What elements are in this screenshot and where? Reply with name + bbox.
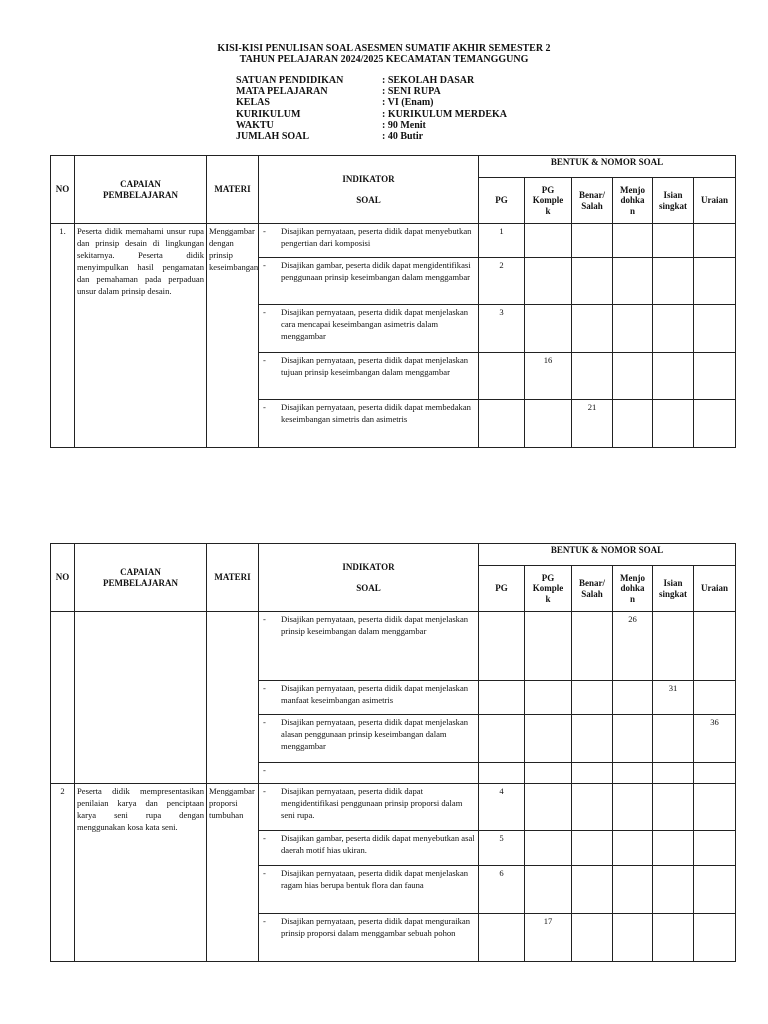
capaian-pembelajaran: Peserta didik memahami unsur rupa dan prinsip desain di lingkungan sekitarnya. Peserta didik menyimpulkan hasil pengamatan dan pemahaman pada perpaduan unsur dalam prinsip desain. [75, 224, 207, 448]
header-isian-singkat: Isian singkat [653, 566, 694, 612]
cell-pg-kompleks: 16 [525, 353, 572, 400]
capaian-pembelajaran: Peserta didik mempresentasikan penilaian karya dan penciptaan karya seni rupa dengan menggunakan kosa kata seni. [75, 784, 207, 962]
cell-benar-salah [572, 353, 613, 400]
cell-pg: 6 [479, 866, 525, 914]
cell-benar-salah [572, 305, 613, 353]
cell-pg [479, 914, 525, 962]
cell-benar-salah [572, 681, 613, 715]
header-uraian: Uraian [694, 566, 736, 612]
row-number: 2 [51, 784, 75, 962]
doc-title: KISI-KISI PENULISAN SOAL ASESMEN SUMATIF AKHIR SEMESTER 2 [217, 43, 551, 54]
meta-value: : SENI RUPA [382, 86, 441, 98]
cell-pg: 2 [479, 258, 525, 305]
header-pg: PG [479, 566, 525, 612]
cell-isian: 31 [653, 681, 694, 715]
cell-menjodohkan: 26 [613, 612, 653, 681]
cell-pg [479, 681, 525, 715]
cell-isian [653, 866, 694, 914]
header-menjodohkan: Menjo dohka n [613, 566, 653, 612]
cell-menjodohkan [613, 258, 653, 305]
header-capaian: CAPAIAN PEMBELAJARAN [75, 156, 207, 224]
meta-label: SATUAN PENDIDIKAN [236, 75, 344, 86]
cell-pg [479, 715, 525, 763]
cell-isian [653, 258, 694, 305]
cell-menjodohkan [613, 224, 653, 258]
indikator-cell: - Disajikan pernyataan, peserta didik dapat menjelaskan prinsip keseimbangan dalam menggambar [259, 612, 479, 681]
cell-isian [653, 763, 694, 784]
cell-pg-kompleks [525, 400, 572, 448]
meta-row [236, 75, 507, 86]
cell-isian [653, 353, 694, 400]
meta-label: JUMLAH SOAL [236, 131, 310, 143]
cell-uraian [694, 784, 736, 831]
indikator-cell: - Disajikan pernyataan, peserta didik dapat menjelaskan alasan penggunaan prinsip keseimbangan dalam menggambar [259, 715, 479, 763]
cell-menjodohkan [613, 353, 653, 400]
cell-menjodohkan [613, 831, 653, 866]
meta-row [236, 86, 507, 97]
cell-benar-salah [572, 831, 613, 866]
meta-row [236, 131, 507, 142]
header-bentuk: BENTUK & NOMOR SOAL [479, 544, 736, 566]
header-materi: MATERI [207, 156, 259, 224]
header-no: NO [51, 156, 75, 224]
cell-uraian: 36 [694, 715, 736, 763]
cell-pg: 3 [479, 305, 525, 353]
cell-pg-kompleks [525, 305, 572, 353]
meta-value: : KURIKULUM MERDEKA [382, 108, 507, 120]
header-bentuk: BENTUK & NOMOR SOAL [479, 156, 736, 178]
indikator-cell: - Disajikan pernyataan, peserta didik dapat menjelaskan cara mencapai keseimbangan asimetris dalam menggambar [259, 305, 479, 353]
cell-isian [653, 784, 694, 831]
meta-label: KURIKULUM [236, 108, 301, 120]
kisi-table-2 [50, 543, 736, 962]
header-materi: MATERI [207, 544, 259, 612]
cell-isian [653, 400, 694, 448]
meta-label: WAKTU [236, 119, 274, 131]
cell-pg-kompleks [525, 612, 572, 681]
cell-uraian [694, 400, 736, 448]
meta-row [236, 97, 507, 108]
identity-block [236, 75, 507, 142]
cell-isian [653, 831, 694, 866]
indikator-cell: - Disajikan pernyataan, peserta didik dapat menjelaskan manfaat keseimbangan asimetris [259, 681, 479, 715]
meta-row [236, 109, 507, 120]
meta-label: KELAS [236, 97, 270, 109]
cell-uraian [694, 763, 736, 784]
doc-subtitle: TAHUN PELAJARAN 2024/2025 KECAMATAN TEMANGGUNG [239, 54, 529, 65]
cell-uraian [694, 866, 736, 914]
cell-pg [479, 400, 525, 448]
header-capaian: CAPAIAN PEMBELAJARAN [75, 544, 207, 612]
indikator-cell: - Disajikan gambar, peserta didik dapat mengidentifikasi penggunaan prinsip keseimbangan dalam menggambar [259, 258, 479, 305]
header-pg-kompleks: PG Komple k [525, 566, 572, 612]
cell-isian [653, 224, 694, 258]
meta-value: : VI (Enam) [382, 97, 434, 109]
materi-cell: Menggambar proporsi tumbuhan [207, 784, 259, 962]
indikator-cell: - Disajikan pernyataan, peserta didik dapat menjelaskan ragam hias berupa bentuk flora dan fauna [259, 866, 479, 914]
indikator-cell: - Disajikan pernyataan, peserta didik dapat menguraikan prinsip proporsi dalam menggambar sebuah pohon [259, 914, 479, 962]
cell-benar-salah [572, 866, 613, 914]
cell-pg-kompleks [525, 763, 572, 784]
cell-benar-salah [572, 612, 613, 681]
cell-pg-kompleks [525, 831, 572, 866]
capaian-pembelajaran [75, 612, 207, 784]
header-menjodohkan: Menjo dohka n [613, 178, 653, 224]
cell-menjodohkan [613, 784, 653, 831]
cell-menjodohkan [613, 305, 653, 353]
cell-pg: 5 [479, 831, 525, 866]
cell-benar-salah [572, 224, 613, 258]
header-pg-kompleks: PG Komple k [525, 178, 572, 224]
cell-benar-salah [572, 258, 613, 305]
indikator-cell: - Disajikan pernyataan, peserta didik dapat menyebutkan pengertian dari komposisi [259, 224, 479, 258]
kisi-table-1 [50, 155, 736, 448]
cell-pg [479, 612, 525, 681]
meta-label: MATA PELAJARAN [236, 86, 328, 98]
cell-menjodohkan [613, 400, 653, 448]
cell-pg-kompleks [525, 681, 572, 715]
header-benar-salah: Benar/ Salah [572, 566, 613, 612]
cell-menjodohkan [613, 763, 653, 784]
row-number: 1. [51, 224, 75, 448]
cell-pg [479, 763, 525, 784]
cell-menjodohkan [613, 715, 653, 763]
cell-pg: 4 [479, 784, 525, 831]
indikator-cell: - Disajikan gambar, peserta didik dapat menyebutkan asal daerah motif hias ukiran. [259, 831, 479, 866]
indikator-cell: - Disajikan pernyataan, peserta didik dapat mengidentifikasi penggunaan prinsip proporsi dalam seni rupa. [259, 784, 479, 831]
indikator-cell: - [259, 763, 479, 784]
row-number [51, 612, 75, 784]
meta-value: : 90 Menit [382, 119, 426, 131]
header-benar-salah: Benar/ Salah [572, 178, 613, 224]
cell-uraian [694, 612, 736, 681]
cell-benar-salah [572, 784, 613, 831]
cell-isian [653, 715, 694, 763]
cell-isian [653, 914, 694, 962]
indikator-cell: - Disajikan pernyataan, peserta didik dapat menjelaskan tujuan prinsip keseimbangan dalam menggambar [259, 353, 479, 400]
cell-benar-salah [572, 914, 613, 962]
cell-isian [653, 612, 694, 681]
cell-benar-salah [572, 763, 613, 784]
cell-uraian [694, 681, 736, 715]
cell-menjodohkan [613, 866, 653, 914]
cell-uraian [694, 353, 736, 400]
cell-uraian [694, 914, 736, 962]
indikator-cell: - Disajikan pernyataan, peserta didik dapat membedakan keseimbangan simetris dan asimetris [259, 400, 479, 448]
cell-uraian [694, 224, 736, 258]
meta-value: : SEKOLAH DASAR [382, 75, 475, 86]
cell-uraian [694, 258, 736, 305]
header-pg: PG [479, 178, 525, 224]
header-no: NO [51, 544, 75, 612]
cell-menjodohkan [613, 681, 653, 715]
cell-menjodohkan [613, 914, 653, 962]
cell-uraian [694, 831, 736, 866]
materi-cell: Menggambar dengan prinsip keseimbangan [207, 224, 259, 448]
meta-value: : 40 Butir [382, 131, 424, 143]
header-isian-singkat: Isian singkat [653, 178, 694, 224]
cell-uraian [694, 305, 736, 353]
meta-row [236, 120, 507, 131]
cell-pg: 1 [479, 224, 525, 258]
cell-benar-salah [572, 715, 613, 763]
cell-pg-kompleks: 17 [525, 914, 572, 962]
cell-isian [653, 305, 694, 353]
cell-pg-kompleks [525, 784, 572, 831]
header-uraian: Uraian [694, 178, 736, 224]
cell-pg [479, 353, 525, 400]
header-indikator: INDIKATOR SOAL [259, 544, 479, 612]
cell-pg-kompleks [525, 224, 572, 258]
cell-pg-kompleks [525, 866, 572, 914]
header-indikator: INDIKATOR SOAL [259, 156, 479, 224]
cell-pg-kompleks [525, 258, 572, 305]
materi-cell [207, 612, 259, 784]
cell-pg-kompleks [525, 715, 572, 763]
cell-benar-salah: 21 [572, 400, 613, 448]
